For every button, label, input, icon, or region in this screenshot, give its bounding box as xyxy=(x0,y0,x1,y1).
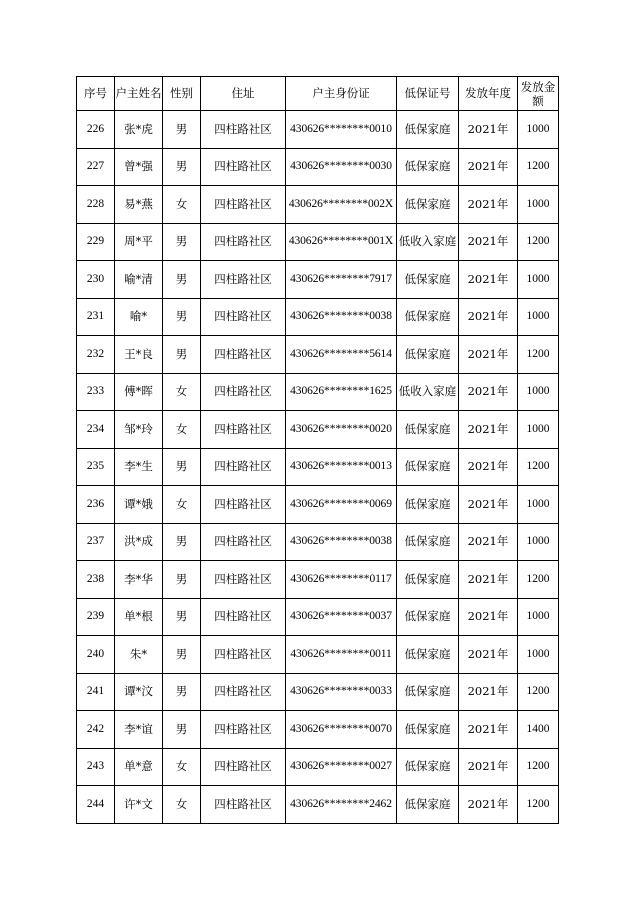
cell-year: 2021年 xyxy=(459,148,518,186)
cell-gender: 女 xyxy=(163,486,201,524)
cell-no: 241 xyxy=(77,673,115,711)
cell-name: 李*生 xyxy=(115,448,163,486)
cell-gender: 男 xyxy=(163,598,201,636)
cell-name: 王*良 xyxy=(115,336,163,374)
cell-no: 238 xyxy=(77,561,115,599)
cell-cert: 低保家庭 xyxy=(397,111,459,149)
cell-no: 236 xyxy=(77,486,115,524)
cell-name: 李*华 xyxy=(115,561,163,599)
cell-name: 喻*清 xyxy=(115,261,163,299)
cell-year: 2021年 xyxy=(459,223,518,261)
cell-amount: 1200 xyxy=(518,148,559,186)
cell-id: 430626********0037 xyxy=(286,598,397,636)
cell-name: 周*平 xyxy=(115,223,163,261)
cell-cert: 低保家庭 xyxy=(397,486,459,524)
cell-id: 430626********5614 xyxy=(286,336,397,374)
cell-id: 430626********001X xyxy=(286,223,397,261)
cell-id: 430626********0033 xyxy=(286,673,397,711)
cell-year: 2021年 xyxy=(459,748,518,786)
cell-address: 四柱路社区 xyxy=(201,448,286,486)
cell-no: 233 xyxy=(77,373,115,411)
cell-id: 430626********0038 xyxy=(286,298,397,336)
cell-id: 430626********0027 xyxy=(286,748,397,786)
table-row xyxy=(77,786,559,824)
cell-amount: 1000 xyxy=(518,523,559,561)
cell-amount: 1200 xyxy=(518,336,559,374)
cell-id: 430626********1625 xyxy=(286,373,397,411)
table-row xyxy=(77,673,559,711)
cell-cert: 低保家庭 xyxy=(397,786,459,824)
cell-year: 2021年 xyxy=(459,448,518,486)
cell-cert: 低保家庭 xyxy=(397,523,459,561)
cell-amount: 1200 xyxy=(518,673,559,711)
table-body xyxy=(77,111,559,824)
table-header xyxy=(77,77,559,111)
cell-cert: 低保家庭 xyxy=(397,748,459,786)
cell-cert: 低保家庭 xyxy=(397,261,459,299)
table-row xyxy=(77,148,559,186)
cell-address: 四柱路社区 xyxy=(201,411,286,449)
cell-cert: 低保家庭 xyxy=(397,711,459,749)
cell-id: 430626********0070 xyxy=(286,711,397,749)
cell-amount: 1000 xyxy=(518,486,559,524)
table-row xyxy=(77,523,559,561)
table-row xyxy=(77,448,559,486)
cell-id: 430626********0030 xyxy=(286,148,397,186)
cell-name: 张*虎 xyxy=(115,111,163,149)
cell-cert: 低保家庭 xyxy=(397,336,459,374)
cell-year: 2021年 xyxy=(459,373,518,411)
cell-address: 四柱路社区 xyxy=(201,711,286,749)
cell-amount: 1200 xyxy=(518,448,559,486)
cell-gender: 男 xyxy=(163,673,201,711)
cell-id: 430626********0010 xyxy=(286,111,397,149)
cell-id: 430626********0117 xyxy=(286,561,397,599)
cell-no: 237 xyxy=(77,523,115,561)
cell-id: 430626********0011 xyxy=(286,636,397,674)
cell-cert: 低保家庭 xyxy=(397,298,459,336)
cell-no: 226 xyxy=(77,111,115,149)
cell-amount: 1000 xyxy=(518,636,559,674)
cell-name: 单*意 xyxy=(115,748,163,786)
cell-cert: 低保家庭 xyxy=(397,598,459,636)
table-row xyxy=(77,636,559,674)
cell-cert: 低保家庭 xyxy=(397,186,459,224)
cell-amount: 1000 xyxy=(518,111,559,149)
cell-year: 2021年 xyxy=(459,298,518,336)
cell-gender: 男 xyxy=(163,711,201,749)
table-row xyxy=(77,373,559,411)
cell-no: 234 xyxy=(77,411,115,449)
cell-year: 2021年 xyxy=(459,561,518,599)
cell-amount: 1200 xyxy=(518,223,559,261)
cell-year: 2021年 xyxy=(459,786,518,824)
cell-address: 四柱路社区 xyxy=(201,786,286,824)
cell-no: 242 xyxy=(77,711,115,749)
cell-amount: 1000 xyxy=(518,411,559,449)
cell-cert: 低收入家庭 xyxy=(397,223,459,261)
cell-no: 227 xyxy=(77,148,115,186)
cell-no: 239 xyxy=(77,598,115,636)
cell-year: 2021年 xyxy=(459,186,518,224)
table-row xyxy=(77,561,559,599)
cell-gender: 女 xyxy=(163,411,201,449)
cell-id: 430626********0038 xyxy=(286,523,397,561)
cell-name: 洪*成 xyxy=(115,523,163,561)
header-address: 住址 xyxy=(201,77,286,111)
cell-year: 2021年 xyxy=(459,523,518,561)
cell-address: 四柱路社区 xyxy=(201,298,286,336)
cell-address: 四柱路社区 xyxy=(201,523,286,561)
cell-cert: 低保家庭 xyxy=(397,448,459,486)
cell-cert: 低保家庭 xyxy=(397,673,459,711)
cell-gender: 男 xyxy=(163,448,201,486)
table-row xyxy=(77,336,559,374)
cell-name: 傅*晖 xyxy=(115,373,163,411)
cell-id: 430626********7917 xyxy=(286,261,397,299)
header-row xyxy=(77,77,559,111)
cell-gender: 女 xyxy=(163,748,201,786)
cell-no: 229 xyxy=(77,223,115,261)
cell-address: 四柱路社区 xyxy=(201,111,286,149)
cell-gender: 男 xyxy=(163,336,201,374)
cell-gender: 女 xyxy=(163,373,201,411)
table-row xyxy=(77,261,559,299)
table-row xyxy=(77,223,559,261)
cell-name: 李*谊 xyxy=(115,711,163,749)
cell-amount: 1200 xyxy=(518,786,559,824)
cell-year: 2021年 xyxy=(459,411,518,449)
cell-gender: 男 xyxy=(163,148,201,186)
cell-no: 244 xyxy=(77,786,115,824)
cell-address: 四柱路社区 xyxy=(201,561,286,599)
cell-year: 2021年 xyxy=(459,261,518,299)
cell-year: 2021年 xyxy=(459,336,518,374)
cell-address: 四柱路社区 xyxy=(201,636,286,674)
header-year: 发放年度 xyxy=(459,77,518,111)
cell-year: 2021年 xyxy=(459,486,518,524)
table-row xyxy=(77,598,559,636)
cell-no: 228 xyxy=(77,186,115,224)
cell-name: 朱* xyxy=(115,636,163,674)
cell-address: 四柱路社区 xyxy=(201,148,286,186)
cell-cert: 低收入家庭 xyxy=(397,373,459,411)
header-cert: 低保证号 xyxy=(397,77,459,111)
cell-year: 2021年 xyxy=(459,111,518,149)
header-name: 户主姓名 xyxy=(115,77,163,111)
cell-gender: 男 xyxy=(163,561,201,599)
cell-no: 243 xyxy=(77,748,115,786)
cell-address: 四柱路社区 xyxy=(201,373,286,411)
cell-amount: 1000 xyxy=(518,598,559,636)
cell-name: 曾*强 xyxy=(115,148,163,186)
cell-gender: 男 xyxy=(163,636,201,674)
cell-gender: 男 xyxy=(163,298,201,336)
cell-gender: 男 xyxy=(163,111,201,149)
cell-id: 430626********2462 xyxy=(286,786,397,824)
cell-cert: 低保家庭 xyxy=(397,411,459,449)
cell-name: 易*燕 xyxy=(115,186,163,224)
header-no: 序号 xyxy=(77,77,115,111)
cell-gender: 女 xyxy=(163,786,201,824)
cell-id: 430626********002X xyxy=(286,186,397,224)
table-row xyxy=(77,486,559,524)
table-row xyxy=(77,298,559,336)
table-row xyxy=(77,748,559,786)
cell-gender: 男 xyxy=(163,523,201,561)
cell-no: 235 xyxy=(77,448,115,486)
cell-no: 232 xyxy=(77,336,115,374)
table-row xyxy=(77,411,559,449)
cell-no: 230 xyxy=(77,261,115,299)
cell-amount: 1000 xyxy=(518,261,559,299)
cell-id: 430626********0013 xyxy=(286,448,397,486)
cell-amount: 1000 xyxy=(518,186,559,224)
header-id: 户主身份证 xyxy=(286,77,397,111)
cell-id: 430626********0069 xyxy=(286,486,397,524)
header-gender: 性别 xyxy=(163,77,201,111)
cell-name: 许*文 xyxy=(115,786,163,824)
cell-cert: 低保家庭 xyxy=(397,561,459,599)
cell-name: 谭*娥 xyxy=(115,486,163,524)
cell-address: 四柱路社区 xyxy=(201,261,286,299)
cell-address: 四柱路社区 xyxy=(201,673,286,711)
cell-no: 240 xyxy=(77,636,115,674)
cell-amount: 1400 xyxy=(518,711,559,749)
cell-address: 四柱路社区 xyxy=(201,748,286,786)
cell-name: 邹*玲 xyxy=(115,411,163,449)
welfare-distribution-table xyxy=(76,76,559,824)
cell-amount: 1000 xyxy=(518,373,559,411)
table-row xyxy=(77,186,559,224)
cell-no: 231 xyxy=(77,298,115,336)
header-amount: 发放金额 xyxy=(518,77,559,111)
cell-cert: 低保家庭 xyxy=(397,636,459,674)
cell-gender: 男 xyxy=(163,261,201,299)
table-row xyxy=(77,111,559,149)
cell-year: 2021年 xyxy=(459,636,518,674)
cell-year: 2021年 xyxy=(459,598,518,636)
cell-gender: 女 xyxy=(163,186,201,224)
cell-address: 四柱路社区 xyxy=(201,598,286,636)
cell-cert: 低保家庭 xyxy=(397,148,459,186)
cell-name: 喻* xyxy=(115,298,163,336)
cell-gender: 男 xyxy=(163,223,201,261)
cell-amount: 1200 xyxy=(518,561,559,599)
cell-id: 430626********0020 xyxy=(286,411,397,449)
cell-year: 2021年 xyxy=(459,673,518,711)
cell-address: 四柱路社区 xyxy=(201,186,286,224)
cell-address: 四柱路社区 xyxy=(201,486,286,524)
cell-year: 2021年 xyxy=(459,711,518,749)
cell-address: 四柱路社区 xyxy=(201,336,286,374)
cell-name: 单*根 xyxy=(115,598,163,636)
cell-amount: 1200 xyxy=(518,748,559,786)
cell-amount: 1000 xyxy=(518,298,559,336)
cell-name: 谭*汶 xyxy=(115,673,163,711)
table-row xyxy=(77,711,559,749)
cell-address: 四柱路社区 xyxy=(201,223,286,261)
